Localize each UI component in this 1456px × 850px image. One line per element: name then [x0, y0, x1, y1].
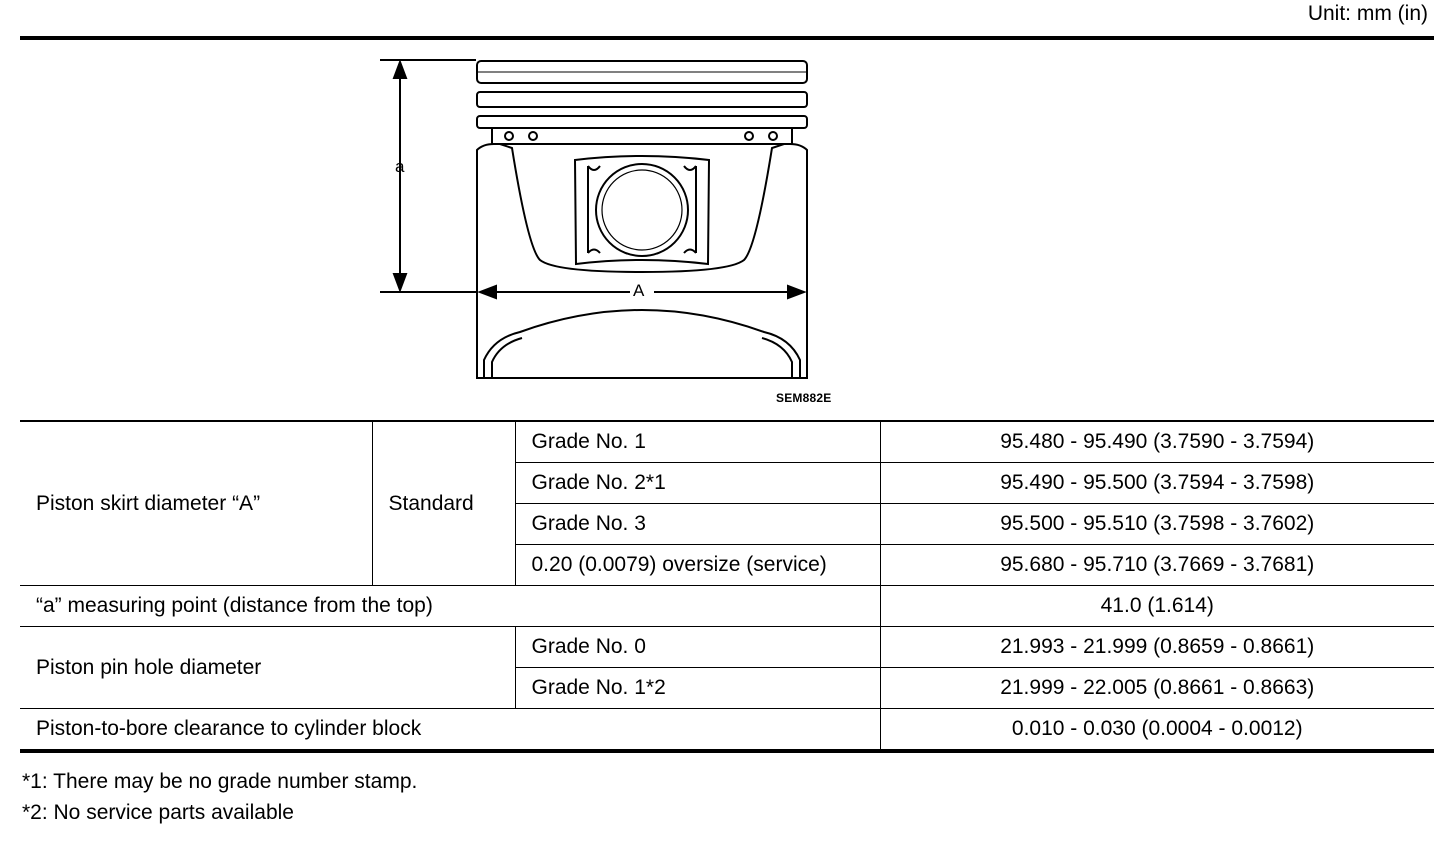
value-cell: 95.480 - 95.490 (3.7590 - 3.7594): [880, 421, 1434, 463]
piston-skirt-category: Standard: [372, 421, 515, 586]
grade-cell: Grade No. 3: [515, 504, 880, 545]
table-row: [20, 421, 1434, 463]
height-dimension: [380, 60, 476, 292]
piston-body: [477, 144, 807, 378]
top-rule: [20, 36, 1434, 40]
measuring-point-label: “a” measuring point (distance from the top): [20, 586, 880, 627]
piston-spec-table: [20, 420, 1434, 753]
grade-cell: Grade No. 1*2: [515, 668, 880, 709]
table-row: [20, 709, 1434, 752]
ring-lands: [477, 61, 807, 144]
clearance-label: Piston-to-bore clearance to cylinder block: [20, 709, 880, 752]
value-cell: 41.0 (1.614): [880, 586, 1434, 627]
grade-cell: Grade No. 0: [515, 627, 880, 668]
table-row: [20, 627, 1434, 668]
table-row: [20, 586, 1434, 627]
grade-cell: Grade No. 2*1: [515, 463, 880, 504]
piston-diagram: [370, 48, 850, 408]
value-cell: 95.500 - 95.510 (3.7598 - 3.7602): [880, 504, 1434, 545]
footnote: *2: No service parts available: [22, 801, 294, 824]
value-cell: 95.490 - 95.500 (3.7594 - 3.7598): [880, 463, 1434, 504]
figure-code: SEM882E: [776, 391, 832, 405]
height-label: a: [395, 157, 405, 176]
value-cell: 21.993 - 21.999 (0.8659 - 0.8661): [880, 627, 1434, 668]
footnote: *1: There may be no grade number stamp.: [22, 770, 418, 793]
value-cell: 21.999 - 22.005 (0.8661 - 0.8663): [880, 668, 1434, 709]
unit-label: Unit: mm (in): [1307, 2, 1428, 25]
diameter-label: A: [633, 281, 645, 300]
piston-skirt-label: Piston skirt diameter “A”: [20, 421, 372, 586]
grade-cell: Grade No. 1: [515, 421, 880, 463]
pin-hole-label: Piston pin hole diameter: [20, 627, 515, 709]
value-cell: 0.010 - 0.030 (0.0004 - 0.0012): [880, 709, 1434, 752]
value-cell: 95.680 - 95.710 (3.7669 - 3.7681): [880, 545, 1434, 586]
grade-cell: 0.20 (0.0079) oversize (service): [515, 545, 880, 586]
